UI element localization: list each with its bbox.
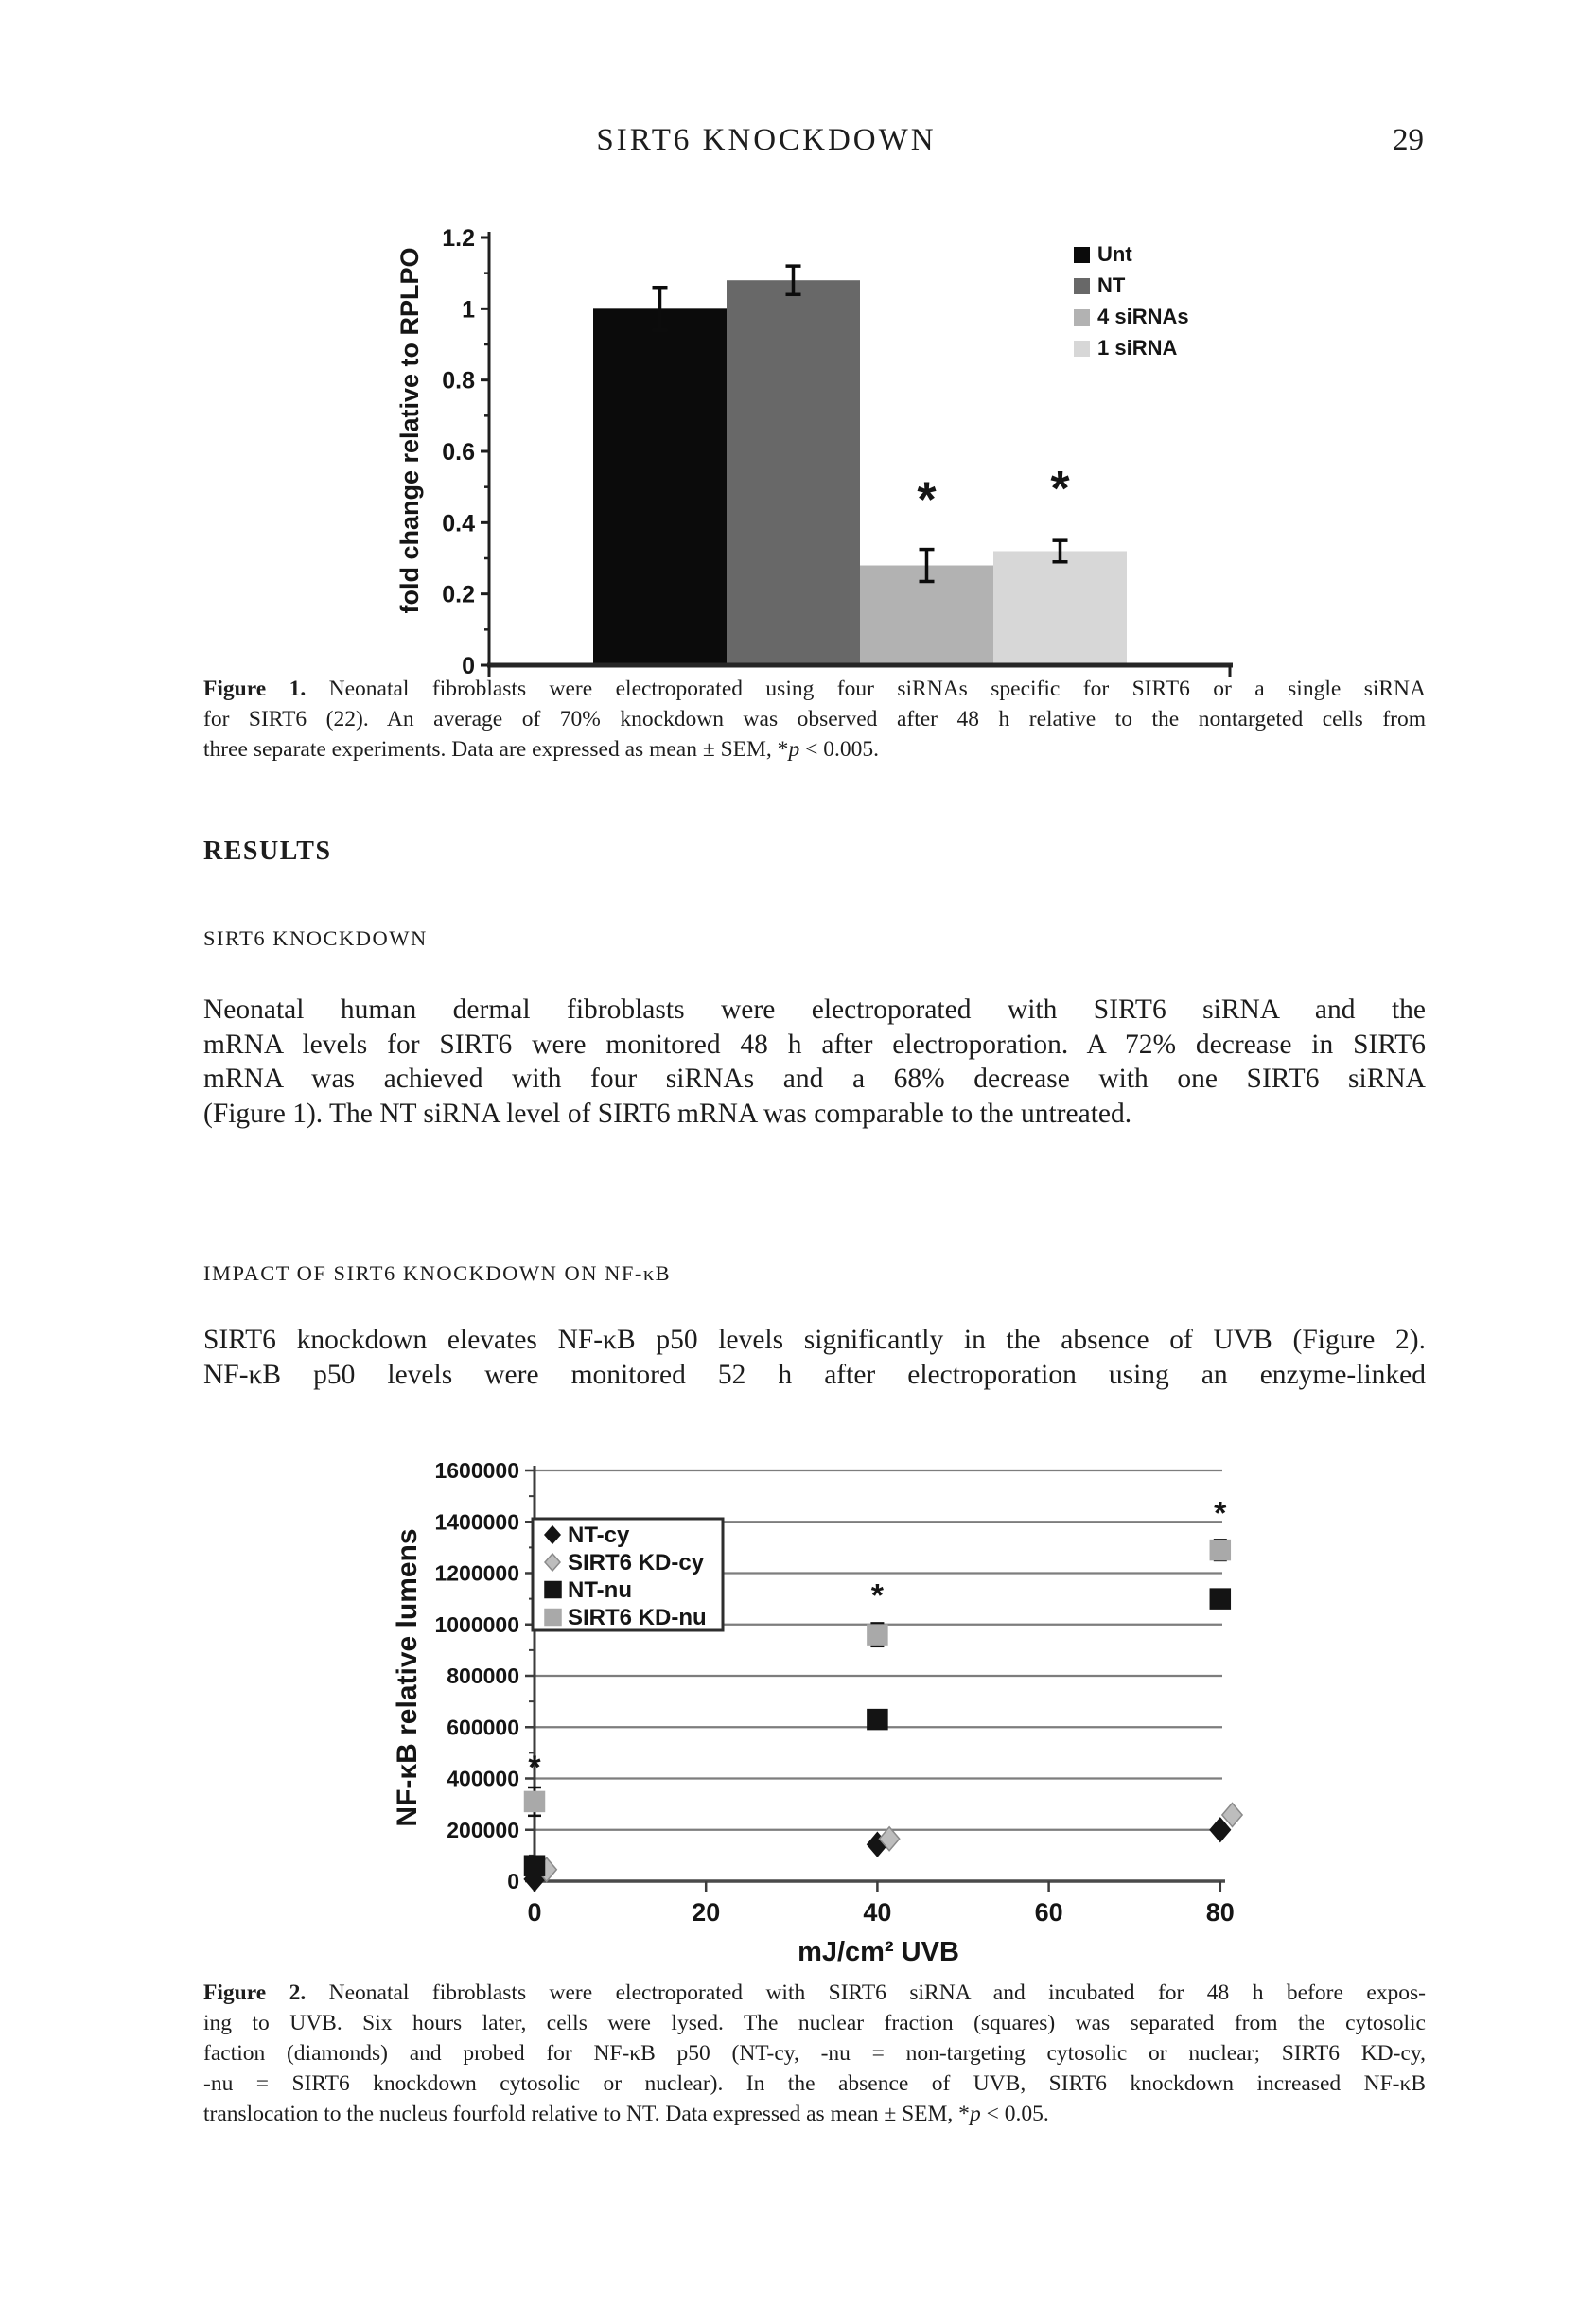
legend-label: 4 siRNAs [1097,305,1189,328]
figure2-caption-text: < 0.05. [980,2102,1049,2126]
figure1-bar-chart [360,202,1258,679]
figure2-chart-svg [360,1446,1315,1978]
figure2-caption-pvalue-symbol: p [969,2102,981,2126]
y-tick-label: 0 [507,1869,519,1893]
legend-label: NT-nu [568,1577,632,1603]
body-text-line: mRNA levels for SIRT6 were monitored 48 h after electroporation. A 72% decrease in SIRT6 [203,1029,1426,1060]
body-text-line: SIRT6 knockdown elevates NF-κB p50 levels significantly in the absence of UVB (Figure 2). [203,1325,1426,1355]
figure1-chart-svg [360,202,1258,679]
figure2-caption-line: -nu = SIRT6 knockdown cytosolic or nuclear). In the absence of UVB, SIRT6 knockdown increased NF-κB [203,2071,1426,2096]
figure2-legend [533,1519,723,1630]
legend-label: 1 siRNA [1097,336,1178,360]
legend-label: NT-cy [568,1523,630,1548]
legend-swatch-icon [1074,247,1090,263]
figure1-caption-text: < 0.005. [799,737,879,762]
x-axis-title: mJ/cm² UVB [798,1937,959,1967]
figure1-caption-line [203,734,1426,765]
paragraph-sirt6-knockdown [203,993,1426,1131]
y-tick-label: 1200000 [434,1560,519,1586]
results-heading: RESULTS [203,836,332,866]
y-tick-label: 0.2 [442,581,475,608]
x-tick-label: 0 [527,1898,542,1927]
figure1-caption-label: Figure 1. [203,677,307,701]
y-tick-label: 0.8 [442,367,475,395]
figure1-caption [203,674,1426,765]
marker-SIRT6 KD-nu [1210,1540,1230,1560]
x-tick-label: 20 [692,1898,721,1927]
significance-asterisk: * [1050,462,1070,518]
marker-NT-nu [1210,1589,1230,1609]
body-text-line: Neonatal human dermal fibroblasts were electroporated with SIRT6 siRNA and the [203,995,1426,1025]
subheading-impact-nfkb: IMPACT OF SIRT6 KNOCKDOWN ON NF-κB [203,1261,672,1285]
marker-SIRT6 KD-nu [525,1791,545,1811]
legend-swatch-icon [545,1610,561,1626]
legend-label: SIRT6 KD-nu [568,1605,707,1630]
figure2-caption-line [203,2099,1426,2129]
y-tick-label: 1 [462,296,475,324]
page-number: 29 [1393,123,1424,157]
figure2-caption-text: Neonatal fibroblasts were electroporated with SIRT6 siRNA and incubated for 48 h before expos- [306,1980,1426,2005]
legend-swatch-icon [1074,309,1090,326]
legend-swatch-icon [1074,341,1090,357]
figure2-caption-line [203,1978,1426,2008]
figure1-caption-text: Neonatal fibroblasts were electroporated using four siRNAs specific for SIRT6 or a single siRNA [306,677,1426,701]
significance-asterisk: * [1214,1495,1227,1532]
bar-1 siRNA [993,551,1127,665]
legend-swatch-icon [1074,278,1090,294]
figure2-caption-label: Figure 2. [203,1980,307,2005]
marker-SIRT6 KD-nu [868,1625,887,1645]
y-tick-label: 800000 [447,1663,519,1688]
significance-asterisk: * [528,1750,541,1787]
legend-label: SIRT6 KD-cy [568,1550,705,1575]
figure2-caption-text: translocation to the nucleus fourfold relative to NT. Data expressed as mean ± SEM, * [203,2102,970,2126]
y-tick-label: 0 [462,653,475,679]
y-tick-label: 0.6 [442,439,475,466]
legend-label: Unt [1097,242,1132,266]
figure1-caption-text: three separate experiments. Data are expressed as mean ± SEM, * [203,737,789,762]
figure2-caption [203,1978,1426,2129]
figure2-caption-line: faction (diamonds) and probed for NF-κB p50 (NT-cy, -nu = non-targeting cytosolic or nuclear; SIRT6 KD-cy, [203,2041,1426,2066]
bar-Unt [593,308,727,665]
significance-asterisk: * [870,1577,885,1614]
marker-NT-nu [868,1710,887,1730]
figure1-caption-pvalue-symbol: p [788,737,800,762]
significance-asterisk: * [917,472,937,528]
figure2-scatter-chart [360,1446,1315,1978]
y-tick-label: 1400000 [434,1509,519,1535]
x-tick-label: 80 [1205,1898,1235,1927]
subheading-sirt6-knockdown: SIRT6 KNOCKDOWN [203,926,428,950]
y-axis-title: fold change relative to RPLPO [395,247,424,614]
legend-swatch-icon [545,1582,561,1598]
y-tick-label: 600000 [447,1715,519,1740]
marker-NT-nu [525,1856,545,1875]
x-tick-label: 60 [1034,1898,1063,1927]
paragraph-impact-nfkb [203,1323,1426,1392]
y-tick-label: 1.2 [442,225,475,252]
page-header-title: SIRT6 KNOCKDOWN [596,123,937,157]
y-axis-title: NF-κB relative lumens [392,1528,423,1827]
y-tick-label: 1600000 [434,1458,519,1483]
body-text-line: mRNA was achieved with four siRNAs and a 68% decrease with one SIRT6 siRNA [203,1064,1426,1094]
figure1-caption-line: for SIRT6 (22). An average of 70% knockdown was observed after 48 h relative to the nontargeted cells from [203,707,1426,731]
legend-label: NT [1097,273,1126,297]
y-tick-label: 1000000 [434,1611,519,1637]
figure2-caption-line: ing to UVB. Six hours later, cells were lysed. The nuclear fraction (squares) was separated from the cytosolic [203,2011,1426,2035]
y-tick-label: 200000 [447,1817,519,1842]
bar-NT [727,280,860,665]
figure1-caption-line [203,674,1426,704]
y-tick-label: 400000 [447,1766,519,1791]
figure1-legend [1074,242,1189,360]
body-text-line: (Figure 1). The NT siRNA level of SIRT6 mRNA was comparable to the untreated. [203,1098,1132,1129]
body-text-line: NF-κB p50 levels were monitored 52 h after electroporation using an enzyme-linked [203,1359,1426,1390]
y-tick-label: 0.4 [442,510,475,537]
x-tick-label: 40 [863,1898,892,1927]
